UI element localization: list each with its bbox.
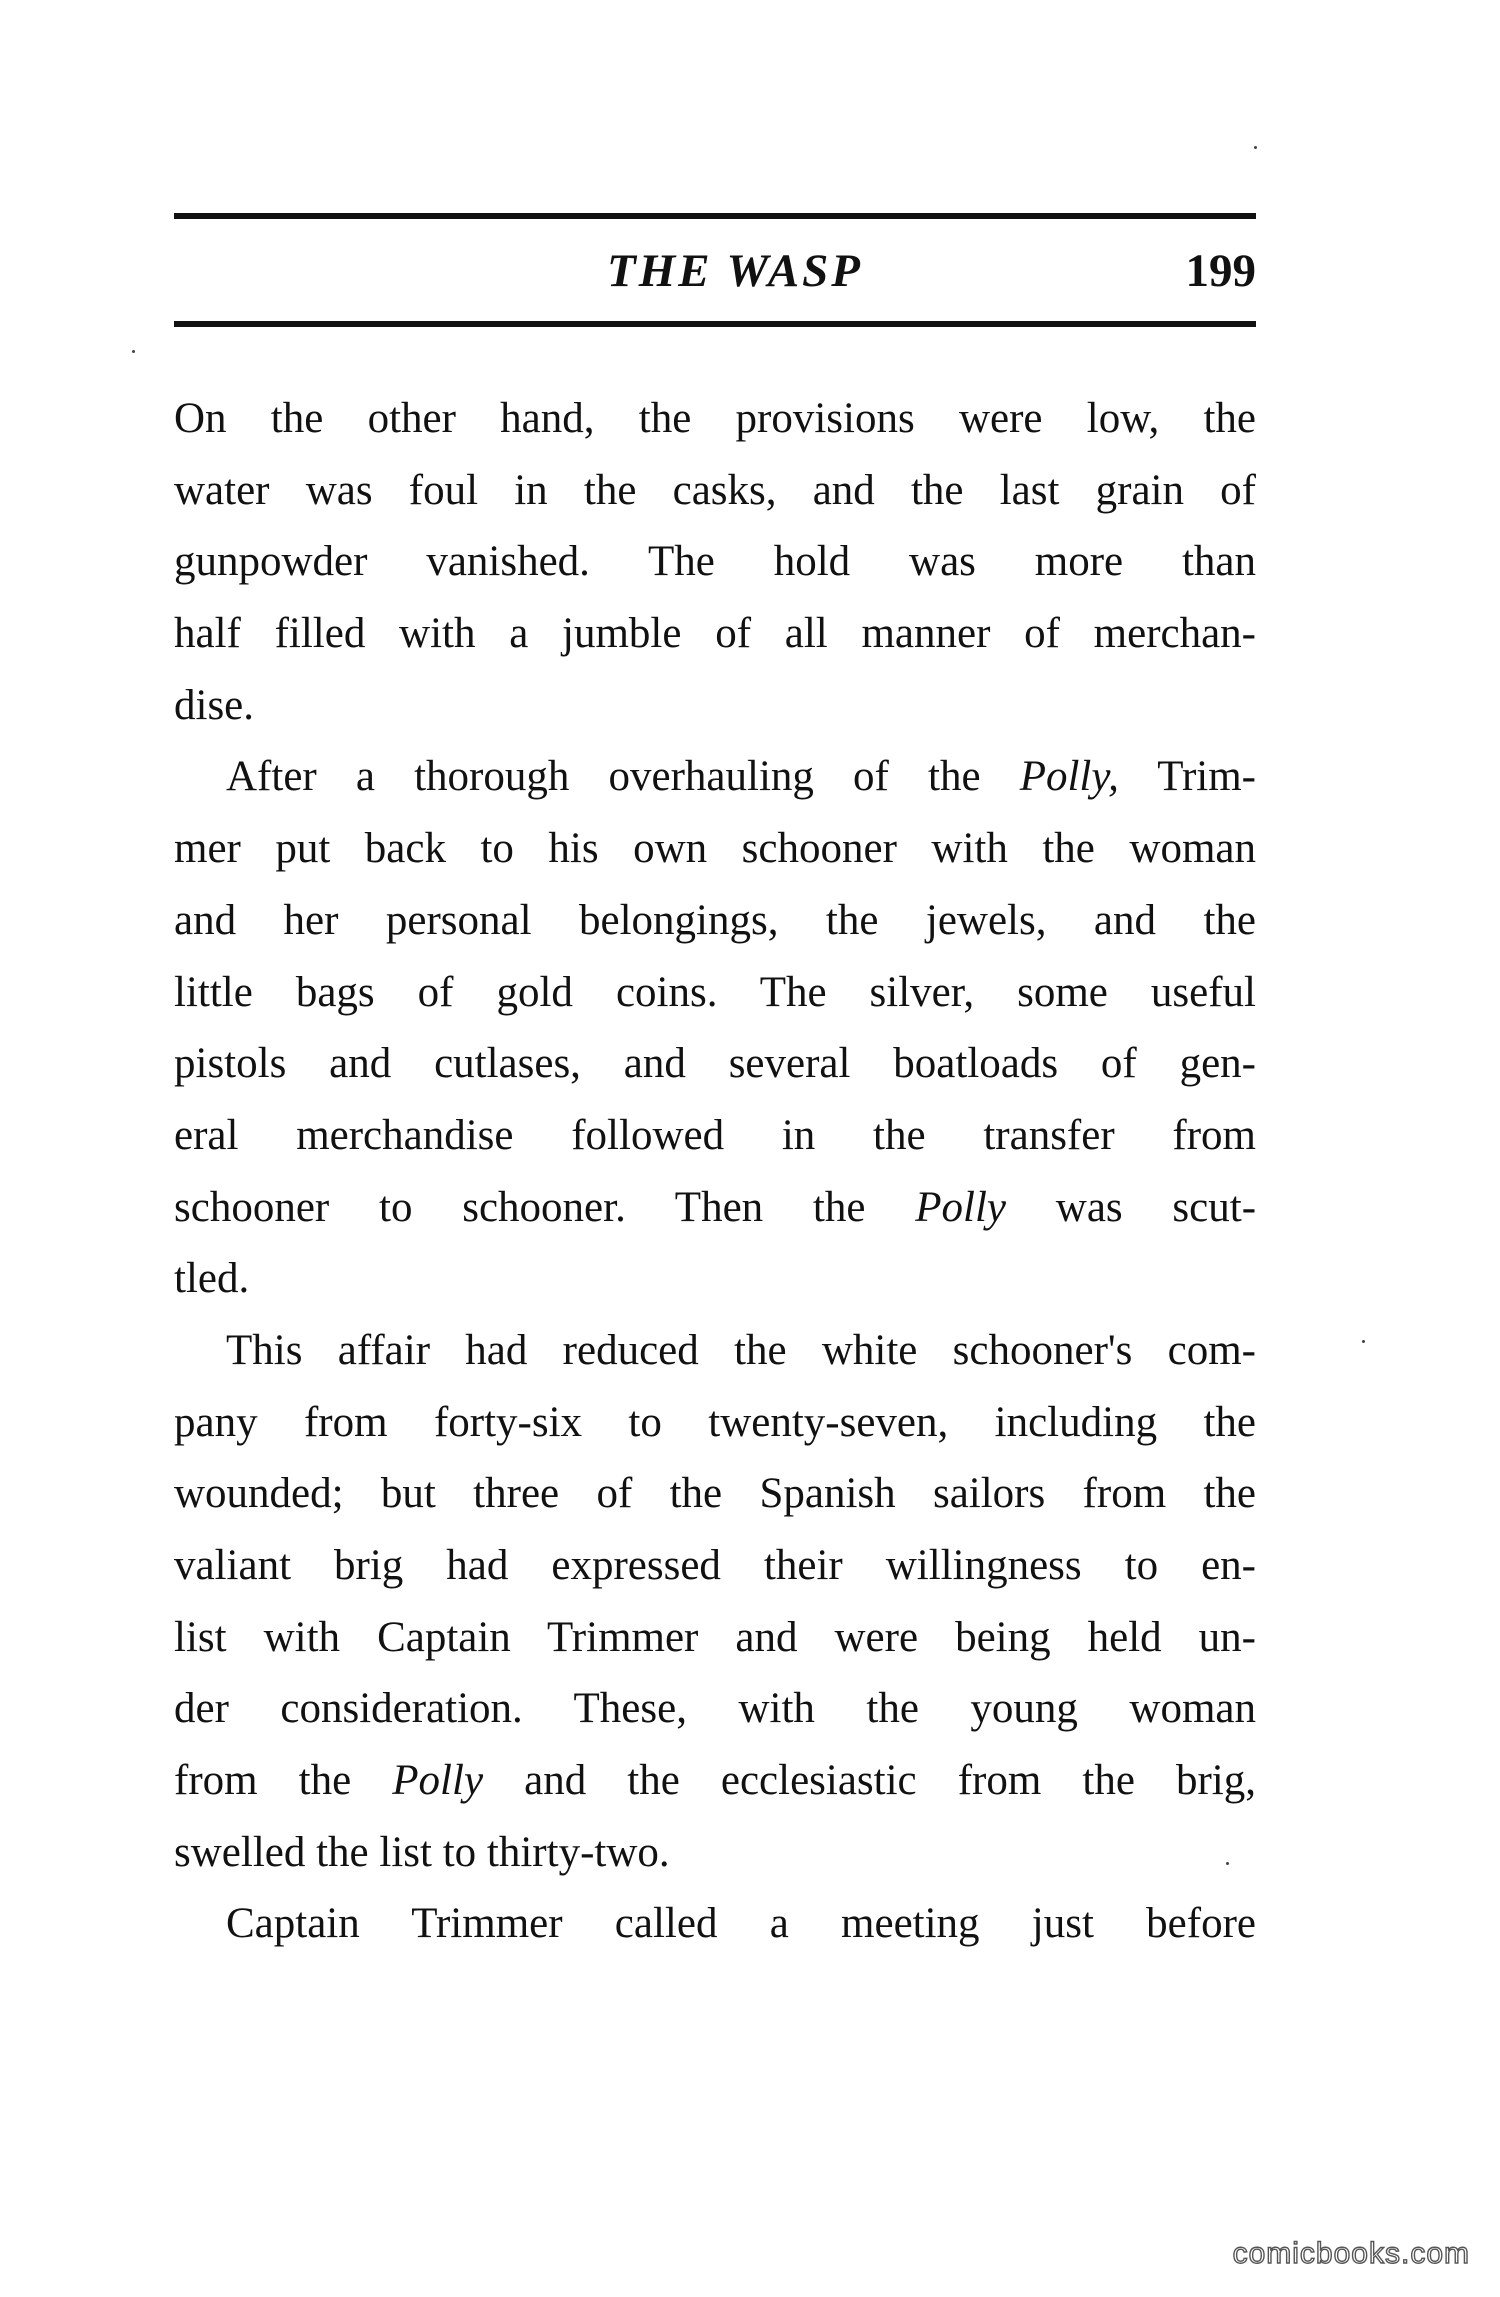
text-line: list with Captain Trimmer and were being held un- xyxy=(174,1613,1256,1661)
text-line: water was foul in the casks, and the last grain of xyxy=(174,466,1256,514)
text-line: little bags of gold coins. The silver, some useful xyxy=(174,968,1256,1016)
text-line: Captain Trimmer called a meeting just before xyxy=(226,1900,1256,1948)
text-line xyxy=(174,1745,1256,1817)
text-line: pany from forty-six to twenty-seven, including the xyxy=(174,1398,1256,1446)
text-line: half filled with a jumble of all manner of merchan- xyxy=(174,610,1256,658)
running-title: THE WASP xyxy=(606,245,864,297)
text-line: der consideration. These, with the young woman xyxy=(174,1685,1256,1733)
page-number: 199 xyxy=(1185,245,1256,297)
text-segment: from the xyxy=(174,1757,352,1805)
text-line: tled. xyxy=(174,1255,250,1303)
text-line: valiant brig had expressed their willingness to en- xyxy=(174,1542,1256,1589)
text-segment: and the ecclesiastic from the brig, xyxy=(524,1757,1256,1805)
italic-ship-name: Polly, xyxy=(1019,753,1119,801)
print-speck xyxy=(1254,146,1257,149)
print-speck xyxy=(1362,1340,1365,1343)
print-speck xyxy=(132,350,135,353)
text-line xyxy=(174,741,1256,813)
italic-ship-name: Polly xyxy=(392,1757,484,1805)
italic-ship-name: Polly xyxy=(915,1183,1006,1231)
text-line: mer put back to his own schooner with the woman xyxy=(174,825,1256,873)
header-rule-top xyxy=(174,213,1256,219)
watermark: comicbooks.com xyxy=(1232,2237,1470,2270)
text-segment: was scut- xyxy=(1055,1183,1257,1231)
text-line xyxy=(174,1172,1256,1244)
text-segment: After a thorough overhauling of the xyxy=(226,753,981,801)
text-line: and her personal belongings, the jewels, and the xyxy=(174,896,1256,944)
text-line: dise. xyxy=(174,681,255,729)
text-line: wounded; but three of the Spanish sailors from the xyxy=(174,1470,1256,1518)
text-segment: schooner to schooner. Then the xyxy=(174,1183,866,1231)
text-line: pistols and cutlases, and several boatloads of gen- xyxy=(174,1040,1256,1088)
print-speck xyxy=(1226,1862,1229,1865)
text-line: gunpowder vanished. The hold was more than xyxy=(174,538,1256,586)
text-line: On the other hand, the provisions were low, the xyxy=(174,395,1256,442)
text-line: This affair had reduced the white schooner's com- xyxy=(226,1326,1256,1374)
running-head xyxy=(174,236,1256,306)
text-segment: Trim- xyxy=(1157,753,1257,801)
body-text xyxy=(174,383,1256,1960)
text-line: swelled the list to thirty-two. xyxy=(174,1828,670,1876)
text-line: eral merchandise followed in the transfer from xyxy=(174,1111,1256,1159)
header-rule-bottom xyxy=(174,321,1256,327)
